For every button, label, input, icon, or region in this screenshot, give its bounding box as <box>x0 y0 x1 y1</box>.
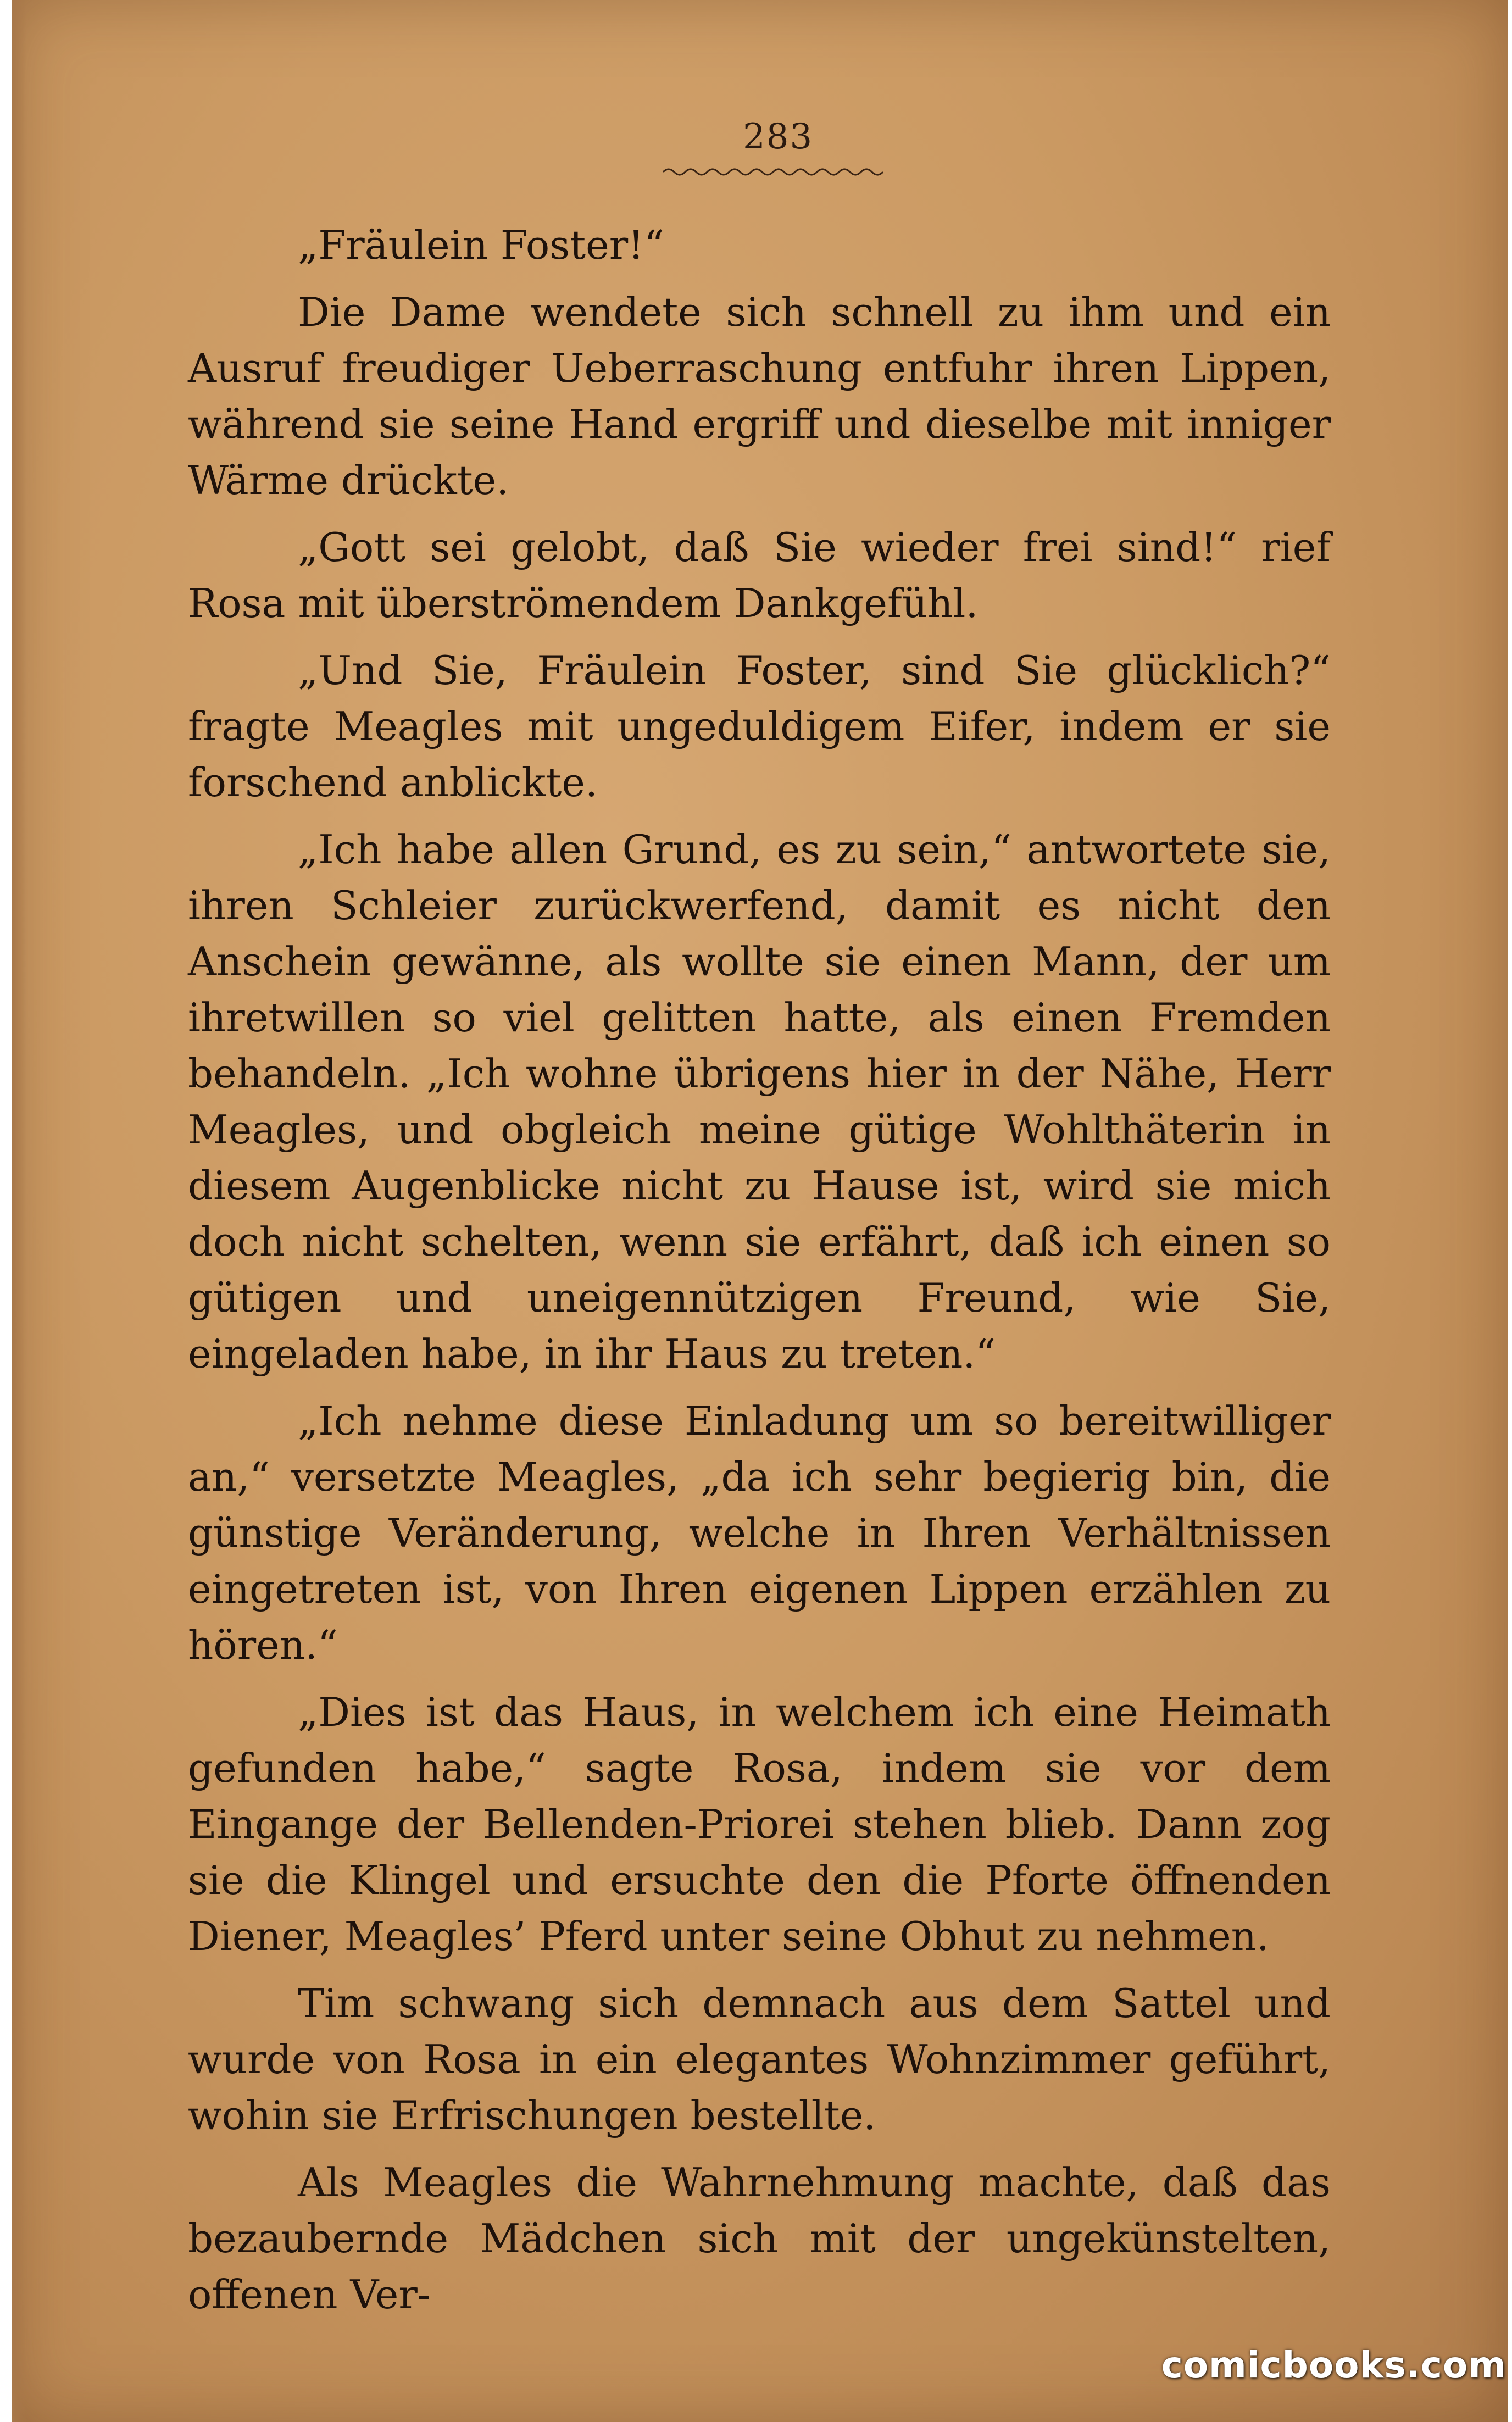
paragraph: „Gott sei gelobt, daß Sie wieder frei sind!“ rief Rosa mit überströmendem Dankgefühl. <box>188 524 1331 626</box>
site-watermark: comicbooks.com <box>1161 2344 1507 2386</box>
paragraph: „Ich nehme diese Einladung um so bereitwilliger an,“ versetzte Meagles, „da ich sehr begierig bin, die günstige Veränderung, welche in Ihren Verhältnissen eingetreten ist, von Ihren eigenen Lippen erzählen zu hören.“ <box>188 1398 1331 1668</box>
paragraph: „Ich habe allen Grund, es zu sein,“ antwortete sie, ihren Schleier zurückwerfend, damit es nicht den Anschein gewänne, als wollte sie einen Mann, der um ihretwillen so viel gelitten hatte, als einen Fremden behandeln. „Ich wohne übrigens hier in der Nähe, Herr Meagles, und obgleich meine gütige Wohlthäterin in diesem Augenblicke nicht zu Hause ist, wird sie mich doch nicht schelten, wenn sie erfährt, daß ich einen so gütigen und uneigennützigen Freund, wie Sie, eingeladen habe, in ihr Haus zu treten.“ <box>188 826 1331 1377</box>
paragraph: „Und Sie, Fräulein Foster, sind Sie glücklich?“ fragte Meagles mit ungeduldigem Eifer, indem er sie forschend anblickte. <box>188 647 1331 806</box>
paragraph: Die Dame wendete sich schnell zu ihm und ein Ausruf freudiger Ueberraschung entfuhr ihren Lippen, während sie seine Hand ergriff und dieselbe mit inniger Wärme drückte. <box>188 289 1331 503</box>
paragraph: „Fräulein Foster!“ <box>298 222 664 268</box>
page-number: 283 <box>743 116 814 157</box>
paragraph: Als Meagles die Wahrnehmung machte, daß das bezaubernde Mädchen sich mit der ungekünstelten, offenen Ver- <box>188 2159 1331 2318</box>
paragraph: Tim schwang sich demnach aus dem Sattel und wurde von Rosa in ein elegantes Wohnzimmer geführt, wohin sie Erfrischungen bestellte. <box>188 1980 1331 2138</box>
paragraph: „Dies ist das Haus, in welchem ich eine Heimath gefunden habe,“ sagte Rosa, indem sie vor dem Eingange der Bellenden-Priorei stehen blieb. Dann zog sie die Klingel und ersuchte den die Pforte öffnenden Diener, Meagles’ Pferd unter seine Obhut zu nehmen. <box>188 1689 1331 1959</box>
body-text <box>188 217 1331 2334</box>
page-edge-shadow <box>12 0 26 2422</box>
book-page <box>12 0 1508 2422</box>
page-number-ornament <box>663 165 883 179</box>
